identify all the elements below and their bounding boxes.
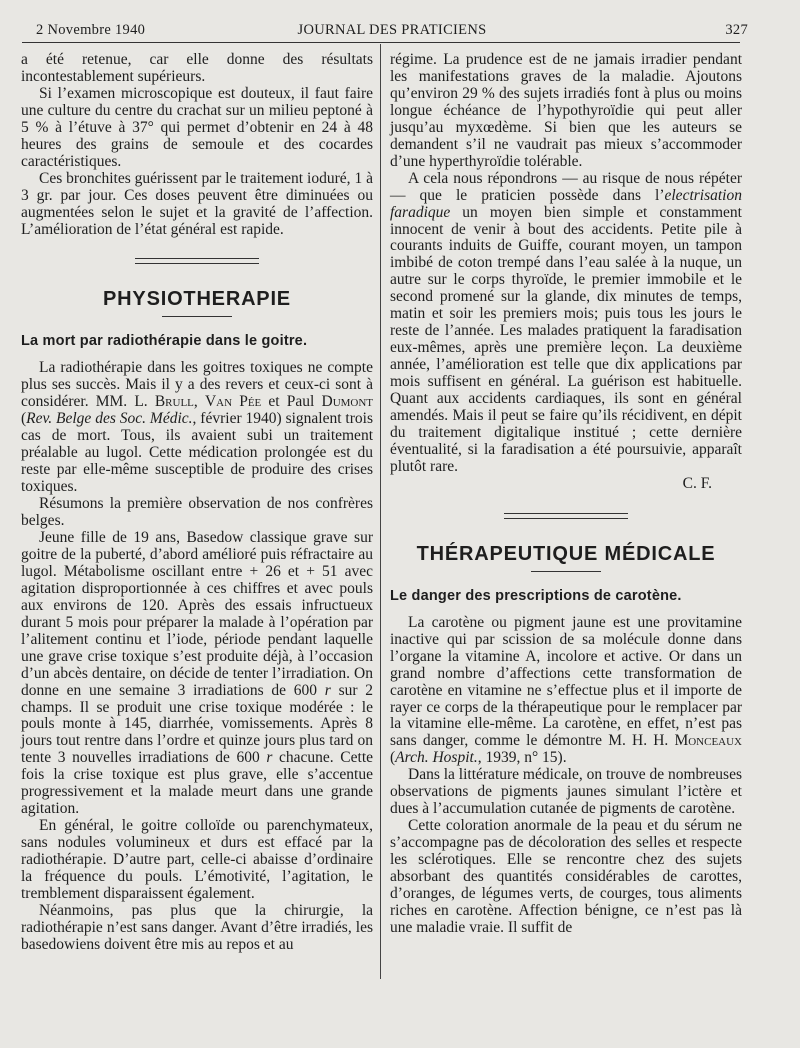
left-column <box>21 52 373 954</box>
section-separator <box>504 513 628 519</box>
section-separator <box>135 258 259 264</box>
header-rule <box>22 42 740 43</box>
article-title: La mort par radiothérapie dans le goitre. <box>21 333 308 350</box>
paragraph: La carotène ou pigment jaune est une provitamine inactive qui par scission de sa molécule donne dans l’organe la vitamine A, incolore et active. Or dans un grand nombre d’affections cette transformation de carotène en vitamine ne s’effectue plus et il importe de rayer ce corps de la thérapeutique pour le remplacer par la vitamine elle-même. La carotène, en effet, n’est pas sans danger, comme le démontre M. H. H. Monceaux (Arch. Hospit., 1939, n° 15). <box>390 613 742 767</box>
right-column <box>390 52 742 937</box>
signature: C. F. <box>682 474 712 492</box>
paragraph: En général, le goitre colloïde ou parenchymateux, sans nodules volumineux et durs est effacé par la radiothérapie. D’autre part, celle-ci abaisse d’ordinaire la fréquence du pouls. L’émotivité, l’agitation, le tremblement disparaissent également. <box>21 817 373 902</box>
paragraph: Jeune fille de 19 ans, Basedow classique grave sur goitre de la puberté, d’abord amélioré puis réfractaire au lugol. Métabolisme oscillant entre + 26 et + 51 avec agitation disproportionnée à ces chiffres et avec pouls aux environs de 120. Après des essais infructueux durant 5 mois pour préparer la malade à l’opération par l’alitement continu et l’iode, période pendant laquelle une grave crise toxique s’est produite déjà, à l’occasion d’un abcès dentaire, on décide de tenter l’irradiation. On donne en une semaine 3 irradiations de 600 r sur 2 champs. Il se produit une crise toxique modérée : le pouls monte à 145, diarrhée, vomissements. Après 8 jours tout rentre dans l’ordre et quinze jours plus tard on tente 3 nouvelles irradiations de 600 r chacune. Cette fois la crise toxique est plus grave, elle s’accentue progressivement et la malade meurt dans une grande agitation. <box>21 528 374 818</box>
journal-title: JOURNAL DES PRATICIENS <box>297 22 487 38</box>
paragraph: a été retenue, car elle donne des résultats incontestablement supérieurs. <box>21 51 373 85</box>
paragraph: Résumons la première observation de nos confrères belges. <box>21 495 373 530</box>
author-name: Brull <box>154 393 194 411</box>
paragraph: La radiothérapie dans les goitres toxiques ne compte plus ses succès. Mais il y a des revers et ceux-ci sont à considérer. MM. L. Brull, Van Pée et Paul Dumont (Rev. Belge des Soc. Médic., février 1940) signalent trois cas de mort. Tous, ils avaient subi un traitement préalable au lugol. Cette médication prolongée est du reste par elle-même susceptible de produire des crises toxiques. <box>21 359 374 496</box>
section-title: PHYSIOTHERAPIE <box>103 288 291 311</box>
page-number: 327 <box>725 22 748 38</box>
paragraph: Ces bronchites guérissent par le traitement ioduré, 1 à 3 gr. par jour. Ces doses peuvent être diminuées ou augmentées selon le sujet et la gravité de l’affection. L’amélioration de l’état général est rapide. <box>21 169 373 238</box>
paragraph: Néanmoins, pas plus que la chirurgie, la radiothérapie n’est sans danger. Avant d’être irradiés, les basedowiens doivent être mis au repos et au <box>21 901 373 953</box>
page-header <box>22 22 748 42</box>
paragraph: A cela nous répondrons — au risque de nous répéter — que le praticien possède dans l’electrisation faradique un moyen bien simple et constamment innocent de venir à bout des accidents. Petite pile à courants induits de Guiffe, courant moyen, un tampon imbibé de coton trempé dans l’eau salée à la nuque, un autre sur le corps thyroïde, le premier immobile et le second promené sur la glande, dix minutes de temps, matin et soir les premiers mois; puis tous les jours le reste de l’année. Les malades pratiquent la faradisation eux-mêmes, après une première leçon. La deuxième année, l’amélioration est telle que dix applications par mois suffisent en général. La guérison est habituelle. Quant aux accidents cardiaques, ils sont en général amendés. Mais il peut se faire qu’ils récidivent, en dépit du traitement digitalique institué ; cette dernière éventualité, si la faradisation a été poursuivie, apparaît plutôt rare. <box>390 169 742 475</box>
paragraph: Si l’examen microscopique est douteux, il faut faire une culture du centre du crachat sur un milieu peptoné à 5 % à l’étuve à 37° qui permet d’obtenir en 24 à 48 heures des grains de semoule et des cocardes caractéristiques. <box>21 84 373 170</box>
author-name: Van Pée <box>204 393 262 411</box>
title-underline <box>162 316 232 317</box>
paragraph: Dans la littérature médicale, on trouve de nombreuses observations de pigments jaunes simulant l’ictère et dues à l’accumulation cutanée de pigments de carotène. <box>390 766 742 818</box>
journal-reference: Rev. Belge des Soc. Médic. <box>26 410 193 428</box>
paragraph: Cette coloration anormale de la peau et du sérum ne s’accompagne pas de décoloration des selles et respecte les sclérotiques. Elle se rencontre chez des sujets absorbant des quantités considérables de carottes, d’oranges, de légumes verts, de courges, tous aliments riches en carotène. Affection bénigne, ce n’est pas là une maladie vraie. Il suffit de <box>390 817 742 936</box>
author-name: Dumont <box>321 393 374 411</box>
article-title: Le danger des prescriptions de carotène. <box>390 587 682 604</box>
header-date: 2 Novembre 1940 <box>36 22 146 38</box>
author-name: Monceaux <box>674 732 742 750</box>
column-divider <box>380 44 381 979</box>
section-title: THÉRAPEUTIQUE MÉDICALE <box>416 542 716 565</box>
title-underline <box>531 571 601 572</box>
emphasis: electrisation faradique <box>390 186 742 221</box>
journal-reference: Arch. Hospit. <box>395 749 478 767</box>
paragraph: régime. La prudence est de ne jamais irradier pendant les manifestations graves de la maladie. Ajoutons qu’environ 29 % des sujets irradiés font à plus ou moins longue échéance de l’hypothyroïdie qui peut aller jusqu’au myxœdème. Si bien que les auteurs se demandent s’il ne vaudrait pas mieux s’accommoder d’une hyperthyroïdie tolérable. <box>390 51 742 170</box>
